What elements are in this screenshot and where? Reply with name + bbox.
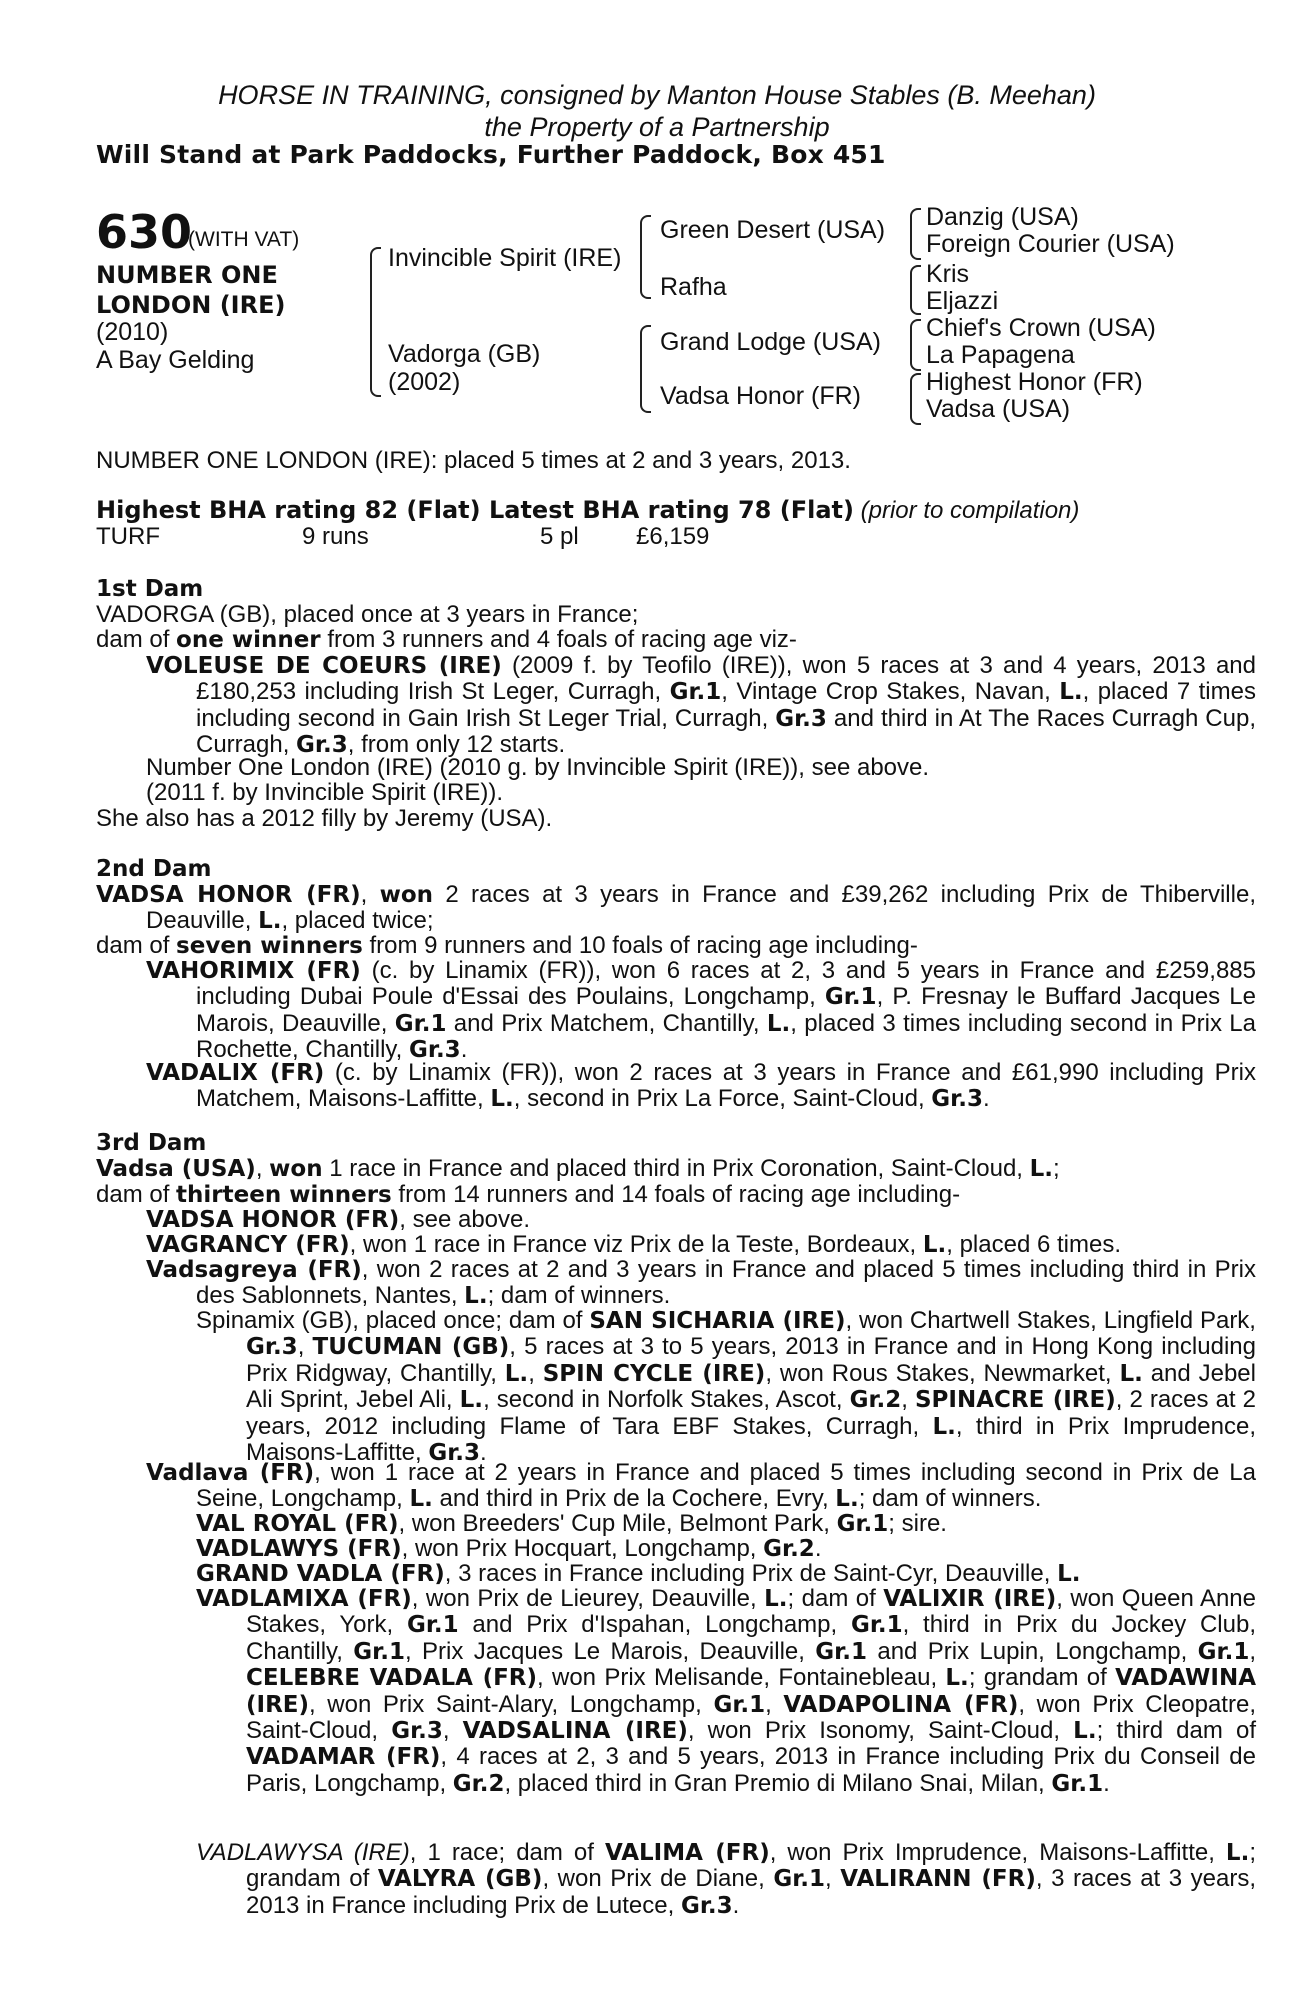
third-dam-grandproduce-5: VADLAMIXA (FR), won Prix de Lieurey, Deauville, L.; dam of VALIXIR (IRE), won Queen Anne Stakes, York, Gr.1 and Prix d'Ispahan, Longchamp, Gr.1, third in Prix du Jockey Club, Chantilly, Gr.1, Prix Jacques Le Marois, Deauville, Gr.1 and Prix Lupin, Longchamp, Gr.1, CELEBRE VADALA (FR), won Prix Melisande, Fontainebleau, L.; grandam of VADAWINA (IRE), won Prix Saint-Alary, Longchamp, Gr.1, VADAPOLINA (FR), won Prix Cleopatre, Saint-Cloud, Gr.3, VADSALINA (IRE), won Prix Isonomy, Saint-Cloud, L.; third dam of VADAMAR (FR), 4 races at 2, 3 and 5 years, 2013 in France including Prix du Conseil de Paris, Longchamp, Gr.2, placed third in Gran Premio di Milano Snai, Milan, Gr.1. — [196, 1585, 1256, 1797]
first-dam-note: She also has a 2012 filly by Jeremy (USA). — [96, 805, 553, 832]
pedigree-g6: La Papagena — [926, 341, 1075, 369]
foaling-year: (2010) — [96, 318, 169, 346]
pedigree-sire: Invincible Spirit (IRE) — [388, 244, 622, 272]
third-dam-grandproduce-3: VADLAWYS (FR), won Prix Hocquart, Longchamp, Gr.2. — [196, 1535, 822, 1562]
race-summary: NUMBER ONE LONDON (IRE): placed 5 times at 2 and 3 years, 2013. — [96, 447, 851, 474]
property-heading: the Property of a Partnership — [484, 112, 830, 142]
horse-name-line1: NUMBER ONE — [96, 261, 278, 289]
stand-location: Will Stand at Park Paddocks, Further Paddock, Box 451 — [96, 140, 886, 169]
pedigree-brace-g4 — [910, 373, 921, 425]
pedigree-brace-dam — [640, 325, 651, 413]
bha-rating — [96, 498, 1079, 523]
record-earnings: £6,159 — [636, 523, 710, 550]
first-dam-produce-2: Number One London (IRE) (2010 g. by Invincible Spirit (IRE)), see above. (2011 f. by Invincible Spirit (IRE)). — [146, 754, 930, 807]
third-dam-produce-4: Vadlava (FR), won 1 race at 2 years in France and placed 5 times including second in Prix de La Seine, Longchamp, L. and third in Prix de la Cochere, Evry, L.; dam of winners. — [146, 1459, 1256, 1513]
second-dam-produce-intro: dam of seven winners from 9 runners and 10 foals of racing age including- — [96, 932, 918, 959]
pedigree-brace-g1 — [910, 208, 921, 260]
record-surface: TURF — [96, 523, 160, 550]
consignor-heading: HORSE IN TRAINING, consigned by Manton House Stables (B. Meehan) — [218, 80, 1096, 110]
pedigree-dam-year: (2002) — [388, 368, 461, 396]
third-dam-grandproduce-1: Spinamix (GB), placed once; dam of SAN SICHARIA (IRE), won Chartwell Stakes, Lingfield Park, Gr.3, TUCUMAN (GB), 5 races at 3 to 5 years, 2013 in France and in Hong Kong including Prix Ridgway, Chantilly, L., SPIN CYCLE (IRE), won Rous Stakes, Newmarket, L. and Jebel Ali Sprint, Jebel Ali, L., second in Norfolk Stakes, Ascot, Gr.2, SPINACRE (IRE), 2 races at 2 years, 2012 including Flame of Tara EBF Stakes, Curragh, L., third in Prix Imprudence, Maisons-Laffitte, Gr.3. — [196, 1307, 1257, 1467]
pedigree-g4: Eljazzi — [926, 287, 999, 315]
first-dam-para: VADORGA (GB), placed once at 3 years in France; dam of one winner from 3 runners and 4 foals of racing age viz- — [96, 601, 797, 654]
horse-name-line2: LONDON (IRE) — [96, 291, 286, 319]
pedigree-g8: Vadsa (USA) — [926, 395, 1071, 423]
pedigree-g2: Foreign Courier (USA) — [926, 230, 1175, 258]
bha-rating-text: Highest BHA rating 82 (Flat) Latest BHA rating 78 (Flat) — [96, 496, 854, 524]
pedigree-dam-sire: Grand Lodge (USA) — [660, 328, 881, 356]
first-dam-produce-1: VOLEUSE DE COEURS (IRE) (2009 f. by Teofilo (IRE)), won 5 races at 3 and 4 years, 2013 and £180,253 including Irish St Leger, Curragh, Gr.1, Vintage Crop Stakes, Navan, L., placed 7 times including second in Gain Irish St Leger Trial, Curragh, Gr.3 and third in At The Races Curragh Cup, Curragh, Gr.3, from only 12 starts. — [146, 652, 1256, 759]
second-dam-para: VADSA HONOR (FR), won 2 races at 3 years in France and £39,262 including Prix de Thiberville, Deauville, L., placed twice; — [96, 881, 1256, 935]
vat-note: (WITH VAT) — [188, 228, 300, 251]
pedigree-g1: Danzig (USA) — [926, 203, 1079, 231]
third-dam-grandproduce-6: VADLAWYSA (IRE), 1 race; dam of VALIMA (FR), won Prix Imprudence, Maisons-Laffitte, L.; grandam of VALYRA (GB), won Prix de Diane, Gr.1, VALIRANN (FR), 3 races at 3 years, 2013 in France including Prix de Lutece, Gr.3. — [196, 1839, 1257, 1919]
rating-note: (prior to compilation) — [860, 497, 1080, 524]
pedigree-dam: Vadorga (GB) — [388, 340, 541, 368]
pedigree-brace-sire — [640, 215, 651, 299]
lot-number: 630 — [96, 205, 193, 259]
third-dam-produce-1: VADSA HONOR (FR), see above. — [146, 1206, 531, 1233]
third-dam-produce-3: Vadsagreya (FR), won 2 races at 2 and 3 years in France and placed 5 times including third in Prix des Sablonnets, Nantes, L.; dam of winners. — [146, 1256, 1256, 1310]
horse-description: A Bay Gelding — [96, 346, 255, 374]
pedigree-sire-dam: Rafha — [660, 273, 727, 301]
third-dam-produce-2: VAGRANCY (FR), won 1 race in France viz Prix de la Teste, Bordeaux, L., placed 6 times. — [146, 1231, 1121, 1258]
horse-name — [96, 260, 336, 320]
record-runs: 9 runs — [302, 523, 369, 550]
first-dam-heading: 1st Dam — [96, 576, 204, 602]
third-dam-grandproduce-2: VAL ROYAL (FR), won Breeders' Cup Mile, Belmont Park, Gr.1; sire. — [196, 1510, 947, 1537]
record-placed: 5 pl — [540, 523, 579, 550]
third-dam-para: Vadsa (USA), won 1 race in France and placed third in Prix Coronation, Saint-Cloud, L.; dam of thirteen winners from 14 runners and 14 foals of racing age including- — [96, 1155, 1060, 1209]
second-dam-produce-1: VAHORIMIX (FR) (c. by Linamix (FR)), won 6 races at 2, 3 and 5 years in France and £259,885 including Dubai Poule d'Essai des Poulains, Longchamp, Gr.1, P. Fresnay le Buffard Jacques Le Marois, Deauville, Gr.1 and Prix Matchem, Chantilly, L., placed 3 times including second in Prix La Rochette, Chantilly, Gr.3. — [146, 957, 1256, 1064]
third-dam-grandproduce-4: GRAND VADLA (FR), 3 races in France including Prix de Saint-Cyr, Deauville, L. — [196, 1560, 1081, 1587]
second-dam-heading: 2nd Dam — [96, 856, 212, 882]
pedigree-g3: Kris — [926, 260, 970, 288]
pedigree-brace-main — [370, 247, 381, 397]
pedigree-dam-dam: Vadsa Honor (FR) — [660, 382, 861, 410]
pedigree-g7: Highest Honor (FR) — [926, 368, 1143, 396]
pedigree-brace-g3 — [910, 319, 921, 371]
pedigree-sire-sire: Green Desert (USA) — [660, 216, 886, 244]
pedigree-g5: Chief's Crown (USA) — [926, 314, 1156, 342]
pedigree-brace-g2 — [910, 265, 921, 315]
second-dam-produce-2: VADALIX (FR) (c. by Linamix (FR)), won 2 races at 3 years in France and £61,990 including Prix Matchem, Maisons-Laffitte, L., second in Prix La Force, Saint-Cloud, Gr.3. — [146, 1059, 1256, 1113]
third-dam-heading: 3rd Dam — [96, 1130, 207, 1156]
